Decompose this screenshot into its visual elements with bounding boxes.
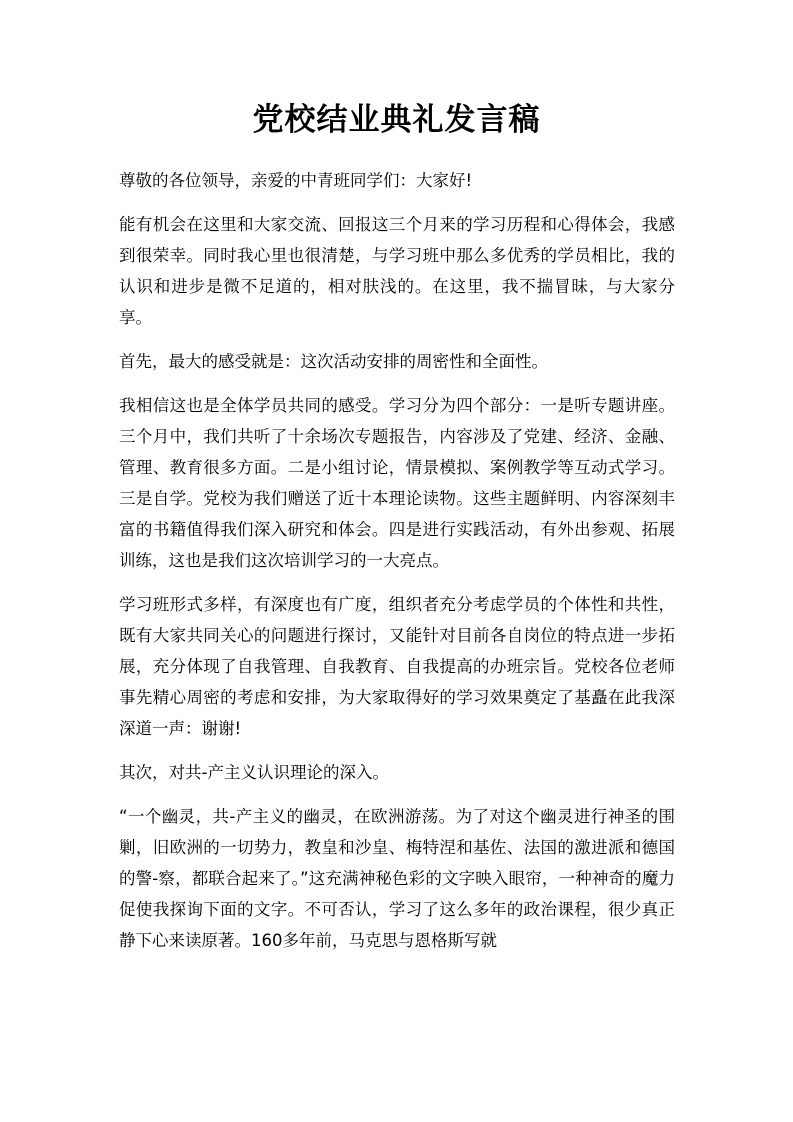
paragraph-manifesto-quote: “一个幽灵，共-产主义的幽灵，在欧洲游荡。为了对这个幽灵进行神圣的围剿，旧欧洲的一切势力，教皇和沙皇、梅特涅和基佐、法国的激进派和德国的警-察，都联合起来了。”这充满神秘色彩的文字映入眼帘，一种神奇的魔力促使我探询下面的文字。不可否认，学习了这么多年的政治课程，很少真正静下心来读原著。160多年前，马克思与恩格斯写就 — [119, 807, 675, 950]
paragraph-greeting: 尊敬的各位领导，亲爱的中青班同学们：大家好! — [119, 171, 473, 190]
document-body — [119, 165, 675, 969]
paragraph-class-forms: 学习班形式多样，有深度也有广度，组织者充分考虑学员的个体性和共性，既有大家共同关心的问题进行探讨，又能针对目前各自岗位的特点进一步拓展，充分体现了自我管理、自我教育、自我提高的办班宗旨。党校各位老师事先精心周密的考虑和安排，为大家取得好的学习效果奠定了基矗在此我深深道一声：谢谢! — [119, 595, 675, 738]
paragraph-study-parts: 我相信这也是全体学员共同的感受。学习分为四个部分：一是听专题讲座。三个月中，我们共听了十余场次专题报告，内容涉及了党建、经济、金融、管理、教育很多方面。二是小组讨论，情景模拟、案例教学等互动式学习。三是自学。党校为我们赠送了近十本理论读物。这些主题鲜明、内容深刻丰富的书籍值得我们深入研究和体会。四是进行实践活动，有外出参观、拓展训练，这也是我们这次培训学习的一大亮点。 — [119, 396, 675, 570]
paragraph-intro: 能有机会在这里和大家交流、回报这三个月来的学习历程和心得体会，我感到很荣幸。同时我心里也很清楚，与学习班中那么多优秀的学员相比，我的认识和进步是微不足道的，相对肤浅的。在这里，我不揣冒昧，与大家分享。 — [119, 215, 675, 327]
paragraph-second-point: 其次，对共-产主义认识理论的深入。 — [119, 763, 389, 782]
document-title: 党校结业典礼发言稿 — [252, 102, 541, 138]
paragraph-first-point: 首先，最大的感受就是：这次活动安排的周密性和全面性。 — [119, 352, 548, 371]
